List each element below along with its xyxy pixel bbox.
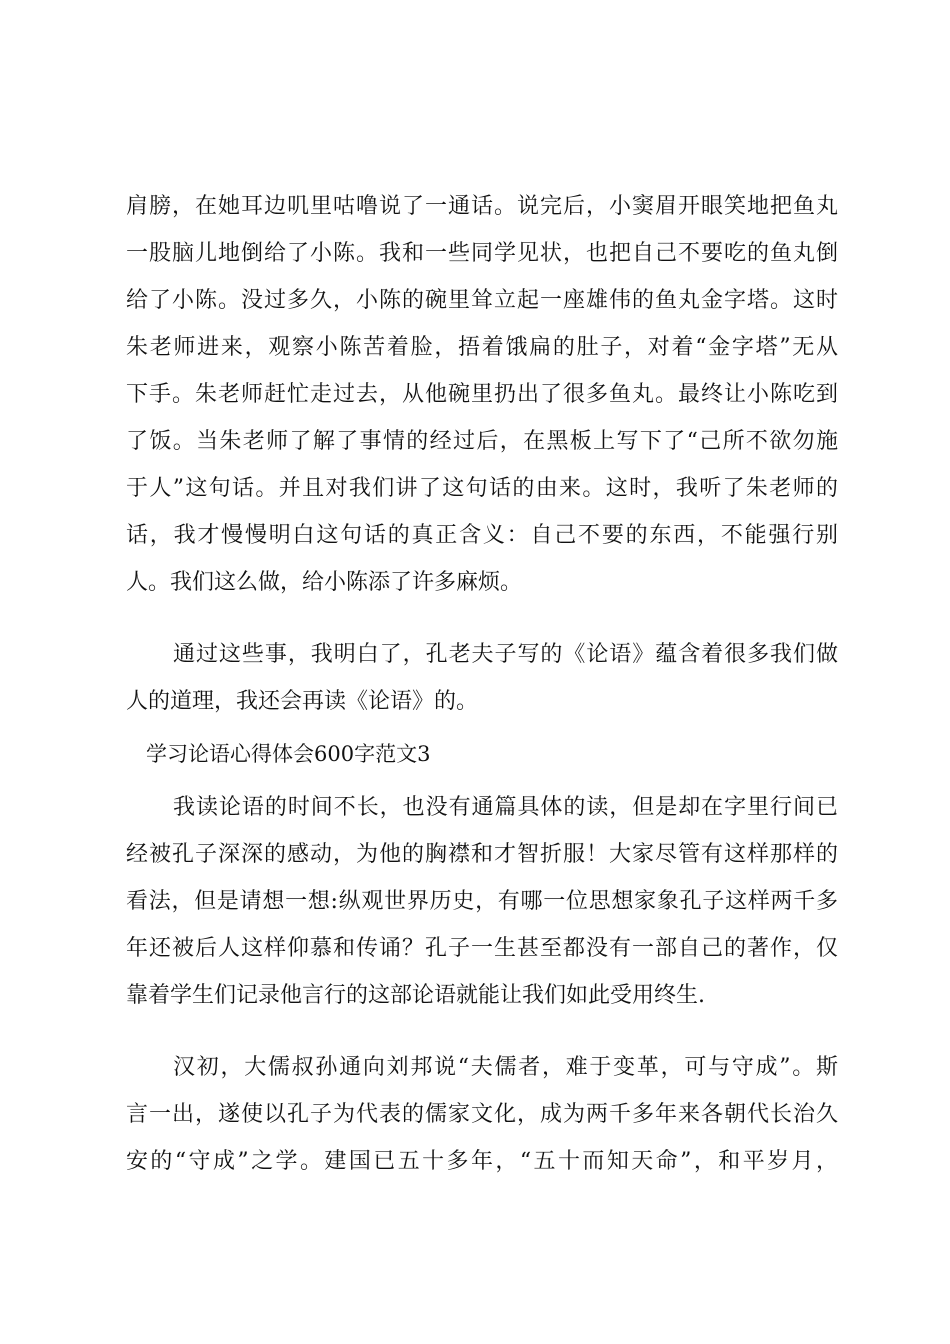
paragraph-3-line-2: 经被孔子深深的感动，为他的胸襟和才智折服！大家尽管有这样那样的 — [126, 842, 838, 867]
paragraph-2-line-2: 人的道理，我还会再读《论语》的。 — [126, 689, 479, 714]
paragraph-3-line-3: 看法，但是请想一想:纵观世界历史，有哪一位思想家象孔子这样两千多 — [126, 889, 838, 914]
paragraph-3-line-4: 年还被后人这样仰慕和传诵？孔子一生甚至都没有一部自己的著作，仅 — [126, 936, 838, 961]
paragraph-4-line-2: 言一出，遂使以孔子为代表的儒家文化，成为两千多年来各朝代长治久 — [126, 1102, 838, 1127]
paragraph-1-line-5: 下手。朱老师赶忙走过去，从他碗里扔出了很多鱼丸。最终让小陈吃到 — [126, 382, 838, 407]
section-heading: 学习论语心得体会600字范文3 — [146, 742, 431, 766]
paragraph-1-line-7: 于人”这句话。并且对我们讲了这句话的由来。这时，我听了朱老师的 — [126, 476, 838, 501]
paragraph-1-line-8: 话，我才慢慢明白这句话的真正含义：自己不要的东西，不能强行别 — [126, 523, 838, 548]
paragraph-1-line-9: 人。我们这么做，给小陈添了许多麻烦。 — [126, 570, 523, 595]
paragraph-3-line-5: 靠着学生们记录他言行的这部论语就能让我们如此受用终生. — [126, 983, 705, 1008]
paragraph-1-line-2: 一股脑儿地倒给了小陈。我和一些同学见状，也把自己不要吃的鱼丸倒 — [126, 241, 838, 266]
paragraph-4-line-3: 安的“守成”之学。建国已五十多年，“五十而知天命”，和平岁月， — [126, 1149, 838, 1174]
paragraph-1-line-1: 肩膀，在她耳边叽里咕噜说了一通话。说完后，小窦眉开眼笑地把鱼丸 — [126, 194, 838, 219]
paragraph-1-line-3: 给了小陈。没过多久，小陈的碗里耸立起一座雄伟的鱼丸金字塔。这时 — [126, 288, 838, 313]
paragraph-4-line-1: 汉初，大儒叔孙通向刘邦说“夫儒者，难于变革，可与守成”。斯 — [173, 1055, 838, 1080]
paragraph-1-line-6: 了饭。当朱老师了解了事情的经过后，在黑板上写下了“己所不欲勿施 — [126, 429, 838, 454]
paragraph-2-line-1: 通过这些事，我明白了，孔老夫子写的《论语》蕴含着很多我们做 — [173, 642, 838, 667]
paragraph-3-line-1: 我读论语的时间不长，也没有通篇具体的读，但是却在字里行间已 — [173, 795, 838, 820]
paragraph-1-line-4: 朱老师进来，观察小陈苦着脸，捂着饿扁的肚子，对着“金字塔”无从 — [126, 335, 838, 360]
